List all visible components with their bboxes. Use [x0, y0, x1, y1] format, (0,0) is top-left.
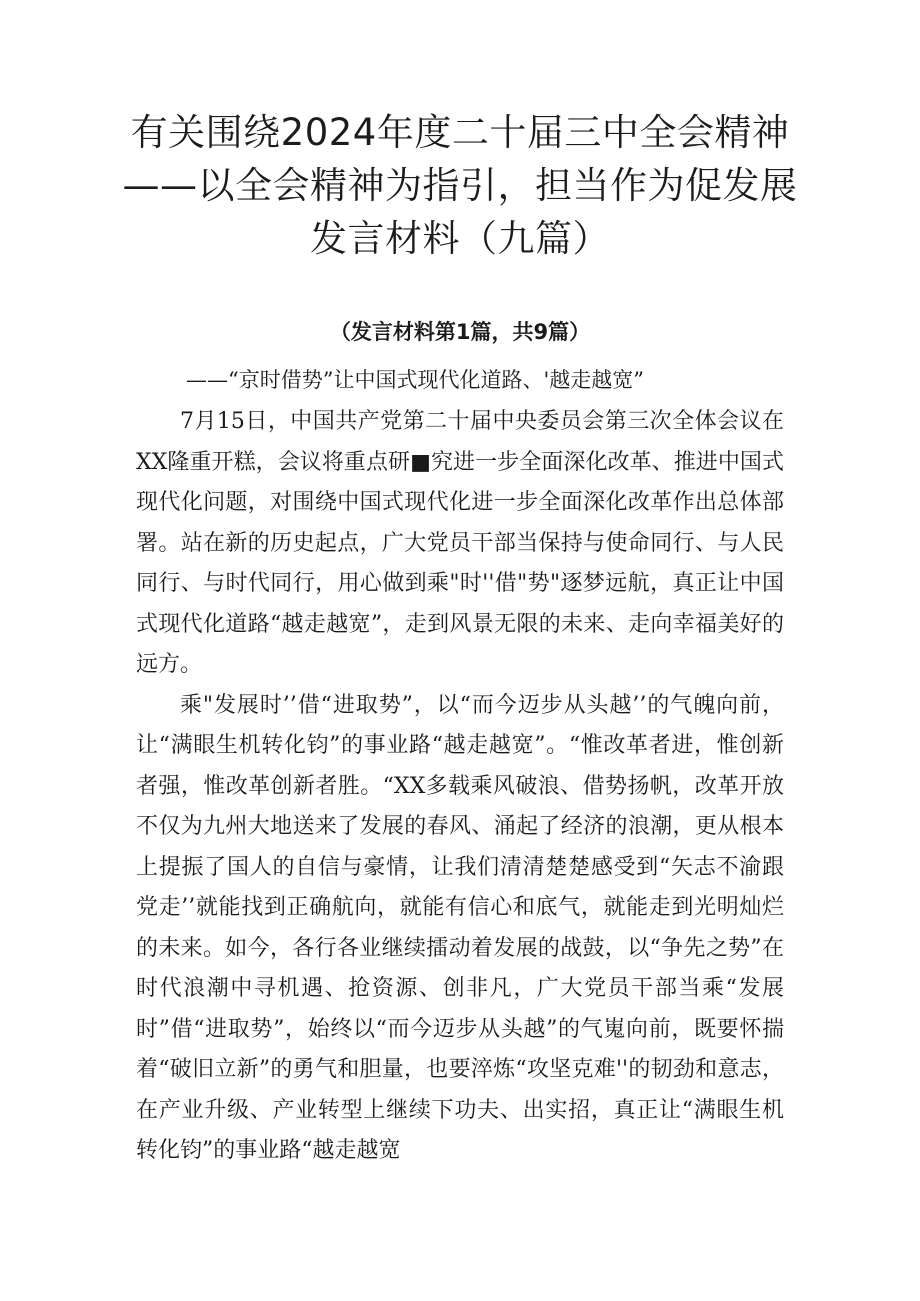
document-body	[136, 402, 784, 1172]
section-label: （发言材料第1篇，共9篇）	[329, 320, 591, 344]
paragraph: 乘"发展时’’借“进取势”，以“而今迈步从头越’’的气魄向前，让“满眼生机转化钧”的事业路“越走越宽”。“惟改革者进，惟创新者强，惟改革创新者胜。“XX多载乘风破浪、借势扬帆，改革开放不仅为九州大地送来了发展的春风、涌起了经济的浪潮，更从根本上提振了国人的自信与豪情，让我们清清楚楚感受到“矢志不渝跟党走’’就能找到正确航向，就能有信心和底气，就能走到光明灿烂的未来。如今，各行各业继续擂动着发展的战鼓，以“争先之势”在时代浪潮中寻机遇、抢资源、创非凡，广大党员干部当乘“发展时”借“进取势”，始终以“而今迈步从头越”的气嵬向前，既要怀揣着“破旧立新”的勇气和胆量，也要淬炼“攻坚克难''的韧劲和意志，在产业升级、产业转型上继续下功夫、出实招，真正让“满眼生机转化钧”的事业路“越走越宽	[136, 692, 784, 1163]
paragraph: 7月15日，中国共产党第二十届中央委员会第三次全体会议在XX隆重开糕，会议将重点研■究进一步全面深化改革、推进中国式现代化问题，对围绕中国式现代化进一步全面深化改革作出总体部署。站在新的历史起点，广大党员干部当保持与使命同行、与人民同行、与时代同行，用心做到乘"时''借"势"逐梦远航，真正让中国式现代化道路“越走越宽”，走到风景无限的未来、走向幸福美好的远方。	[136, 409, 784, 677]
section-tagline: ——“京时借势”让中国式现代化道路、'越走越宽”	[186, 368, 644, 392]
document-title: 有关围绕2024年度二十届三中全会精神——以全会精神为指引，担当作为促发展发言材料（九篇）	[122, 111, 798, 260]
